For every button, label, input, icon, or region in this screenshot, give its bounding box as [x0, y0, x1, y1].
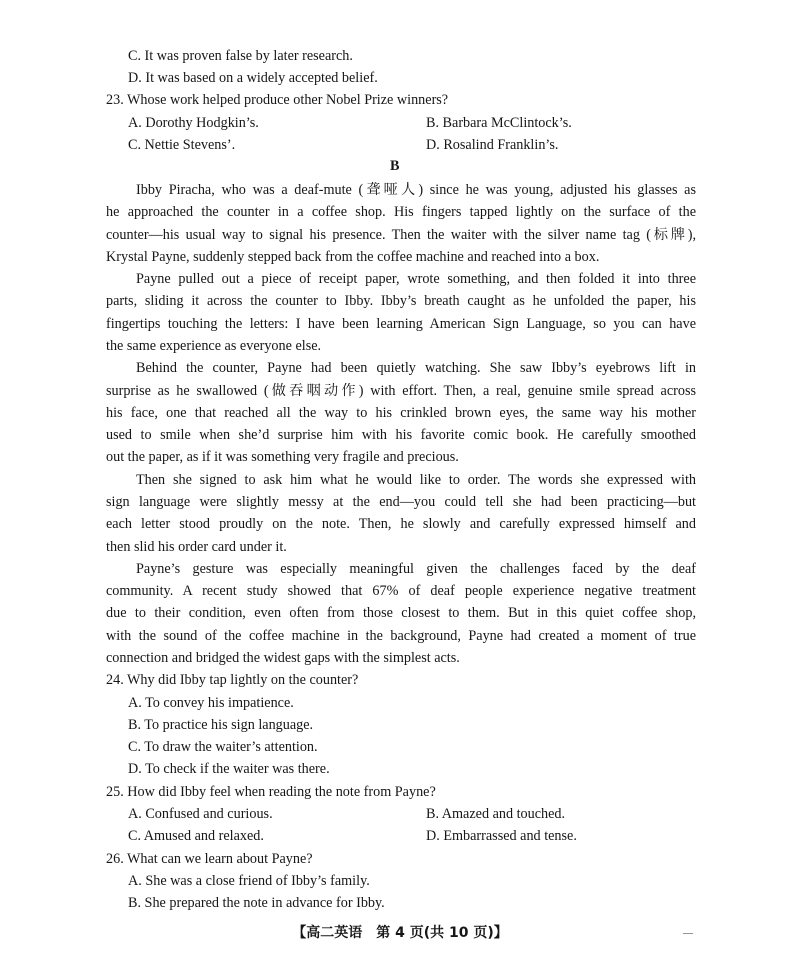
passage-line: Ibby Piracha, who was a deaf-mute (聋哑人) since he was young, adjusted his glasses as — [136, 182, 696, 198]
q24-option-a: A. To convey his impatience. — [128, 695, 294, 711]
passage-line: sign language were slightly messy at the end—you could tell she had been practicing—but — [106, 494, 696, 510]
passage-line: his face, one that reached all the way to his crinkled brown eyes, the same way his mother — [106, 405, 696, 421]
passage-line: Then she signed to ask him what he would like to order. The words she expressed with — [136, 472, 696, 488]
passage-line: Behind the counter, Payne had been quietly watching. She saw Ibby’s eyebrows lift in — [136, 360, 696, 376]
passage-line: then slid his order card under it. — [106, 539, 287, 555]
passage-line: community. A recent study showed that 67% of deaf people experience negative treatment — [106, 583, 696, 599]
passage-line: Payne’s gesture was especially meaningful given the challenges faced by the deaf — [136, 561, 696, 577]
q23-option-a: A. Dorothy Hodgkin’s. — [128, 115, 259, 131]
q23-option-c: C. Nettie Stevens’. — [128, 137, 236, 153]
page-footer: 【高二英语 第 4 页(共 10 页)】 — [292, 925, 508, 941]
q24-option-c: C. To draw the waiter’s attention. — [128, 739, 318, 755]
q26-question: 26. What can we learn about Payne? — [106, 851, 313, 867]
passage-line: surprise as he swallowed (做吞咽动作) with effort. Then, a real, genuine smile spread across — [106, 383, 696, 399]
q22-option-c: C. It was proven false by later research. — [128, 48, 353, 64]
q25-option-c: C. Amused and relaxed. — [128, 828, 264, 844]
corner-mark: — — [683, 928, 693, 939]
passage-line: used to smile when she’d surprise him with his favorite comic book. He carefully smoothed — [106, 427, 696, 443]
q25-option-a: A. Confused and curious. — [128, 806, 273, 822]
q25-option-d: D. Embarrassed and tense. — [426, 828, 577, 844]
passage-line: the same experience as everyone else. — [106, 338, 322, 354]
q26-option-a: A. She was a close friend of Ibby’s family. — [128, 873, 370, 889]
passage-line: he approached the counter in a coffee shop. His fingers tapped lightly on the surface of the — [106, 204, 696, 220]
passage-line: each letter stood proudly on the note. Then, he slowly and carefully expressed himself and — [106, 516, 696, 532]
q23-question: 23. Whose work helped produce other Nobel Prize winners? — [106, 92, 449, 108]
q24-question: 24. Why did Ibby tap lightly on the counter? — [106, 672, 359, 688]
section-heading: B — [390, 158, 400, 174]
passage-line: counter—his usual way to signal his presence. Then the waiter with the silver name tag (标牌), — [106, 227, 696, 243]
passage-line: Payne pulled out a piece of receipt paper, wrote something, and then folded it into three — [136, 271, 696, 287]
q26-option-b: B. She prepared the note in advance for Ibby. — [128, 895, 385, 911]
passage-line: connection and bridged the widest gaps with the simplest acts. — [106, 650, 460, 666]
passage-line: parts, sliding it across the counter to Ibby. Ibby’s breath caught as he unfolded the paper, his — [106, 293, 696, 309]
q24-option-d: D. To check if the waiter was there. — [128, 761, 330, 777]
q24-option-b: B. To practice his sign language. — [128, 717, 314, 733]
q25-question: 25. How did Ibby feel when reading the note from Payne? — [106, 784, 436, 800]
q25-option-b: B. Amazed and touched. — [426, 806, 566, 822]
q23-option-b: B. Barbara McClintock’s. — [426, 115, 572, 131]
q23-option-d: D. Rosalind Franklin’s. — [426, 137, 559, 153]
passage-line: due to their condition, even often from those closest to them. But in this quiet coffee shop, — [106, 605, 696, 621]
q22-option-d: D. It was based on a widely accepted belief. — [128, 70, 378, 86]
passage-line: Krystal Payne, suddenly stepped back from the coffee machine and reached into a box. — [106, 249, 600, 265]
passage-line: with the sound of the coffee machine in the background, Payne had created a moment of true — [106, 628, 696, 644]
passage-line: out the paper, as if it was something very fragile and precious. — [106, 449, 459, 465]
passage-line: fingertips touching the letters: I have been learning American Sign Language, so you can have — [106, 316, 696, 332]
